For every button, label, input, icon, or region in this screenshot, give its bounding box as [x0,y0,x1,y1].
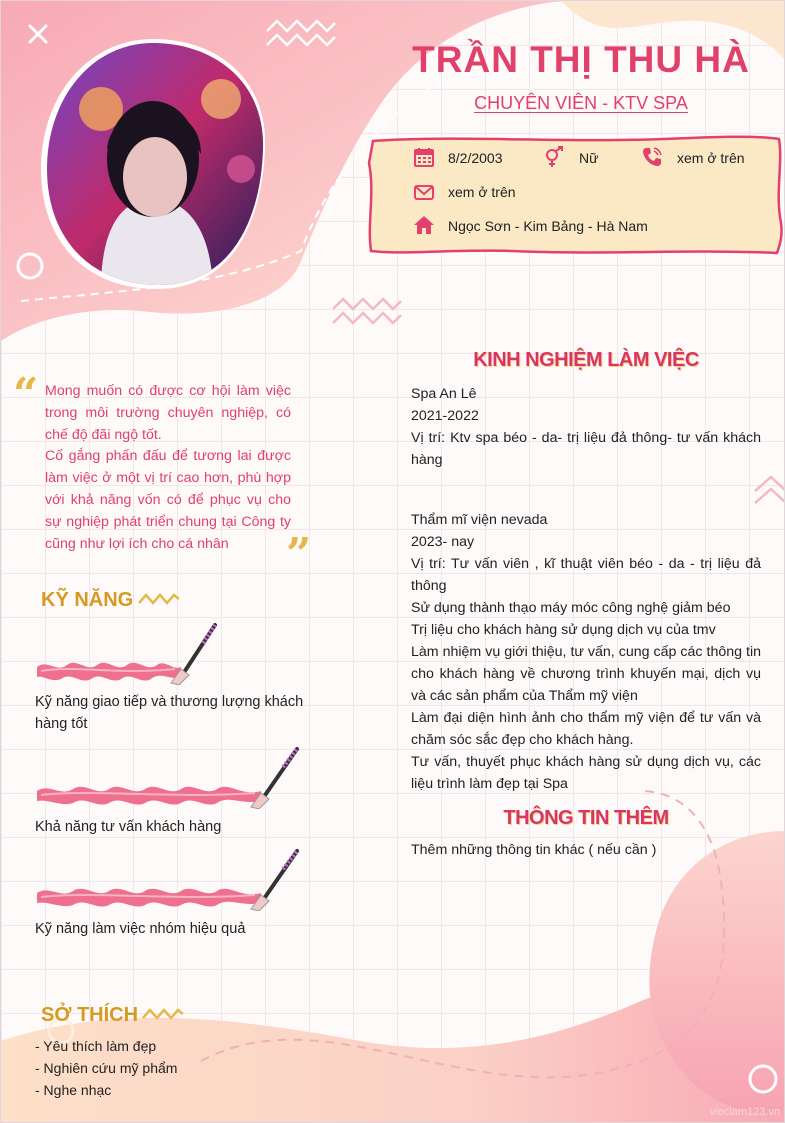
skill-brush-bar [35,745,301,809]
hobbies-list [35,1035,177,1101]
job-title [381,93,781,114]
objective-line: Mong muốn có được cơ hội làm việc trong môi trường chuyên nghiệp, có chế độ đãi ngộ tốt. [45,383,291,443]
open-quote-icon: “ [13,369,39,420]
gender-value: Nữ [579,150,599,166]
job-detail: Làm nhiệm vụ giới thiệu, tư vấn, cung cấp các thông tin cho khách hàng về chương trình khuyến mại, dịch vụ và các sản phẩm của Thẩm mỹ viện [411,644,761,704]
extra-info-text: Thêm những thông tin khác ( nếu cần ) [411,842,657,858]
phone-icon [641,146,663,168]
objective-line: Cố gắng phấn đấu để tương lai được làm việc ở một vị trí cao hơn, phù hợp với khả năng vốn có để phục vụ cho sự nghiệp phát triển chung tại Công ty cũng như lợi ích cho cá nhân [45,448,291,552]
candidate-name: TRẦN THỊ THU HÀ [412,39,750,80]
skills-heading: KỸ NĂNG [41,589,134,611]
chevron-decoration-icon [753,475,785,507]
watermark: vieclam123.vn [709,1106,780,1118]
email-icon [413,181,435,203]
zigzag-icon [331,297,403,327]
hobby-item: - Nghe nhạc [35,1082,112,1098]
job-detail: Vị trí: Tư vấn viên , kĩ thuật viên béo - da - trị liệu đả thông [411,556,761,594]
gender-icon [543,146,565,168]
job-company: Spa An Lê [411,386,477,402]
job-period: 2023- nay [411,534,475,550]
skill-label: Khả năng tư vấn khách hàng [35,819,222,835]
experience-heading: KINH NGHIỆM LÀM VIỆC [473,349,699,371]
zigzag-icon [141,1004,185,1024]
zigzag-icon [265,19,337,49]
hobbies-heading: SỞ THÍCH [41,1004,139,1026]
hobby-item: - Nghiên cứu mỹ phẩm [35,1060,178,1076]
home-icon [413,214,435,236]
job-company: Thẩm mĩ viện nevada [411,512,548,528]
email-value: xem ở trên [448,184,516,200]
zigzag-icon [137,589,181,609]
skill-label: Kỹ năng làm việc nhóm hiệu quả [35,921,246,937]
brush-icon [251,749,297,809]
birthday-value: 8/2/2003 [448,150,503,166]
job-period: 2021-2022 [411,408,479,424]
phone-value: xem ở trên [677,150,745,166]
experience-job [411,383,761,471]
job-detail: Vị trí: Ktv spa béo - da- trị liệu đả thông- tư vấn khách hàng [411,430,761,468]
close-quote-icon: ” [286,529,312,580]
hobby-item: - Yêu thích làm đẹp [35,1038,157,1054]
job-detail: Làm đại diện hình ảnh cho thẩm mỹ viện để tư vấn và chăm sóc sắc đẹp cho khách hàng. [411,710,761,748]
brush-icon [171,625,215,685]
avatar [41,39,265,289]
address-value: Ngọc Sơn - Kim Bảng - Hà Nam [448,218,648,234]
extra-info-heading: THÔNG TIN THÊM [503,807,669,829]
calendar-icon [413,146,435,168]
job-detail: Tư vấn, thuyết phục khách hàng sử dụng dịch vụ, các liệu trình làm đẹp tại Spa [411,754,761,792]
job-detail: Sử dụng thành thạo máy móc công nghệ giảm béo [411,600,731,616]
skill-brush-bar [35,621,221,685]
brush-icon [251,851,297,911]
job-title-text: CHUYÊN VIÊN - KTV SPA [474,93,688,113]
job-detail: Trị liệu cho khách hàng sử dụng dịch vụ của tmv [411,622,716,638]
skill-brush-bar [35,847,301,911]
experience-job [411,509,761,795]
career-objective [45,381,291,555]
skill-label: Kỹ năng giao tiếp và thương lượng khách hàng tốt [35,694,304,732]
